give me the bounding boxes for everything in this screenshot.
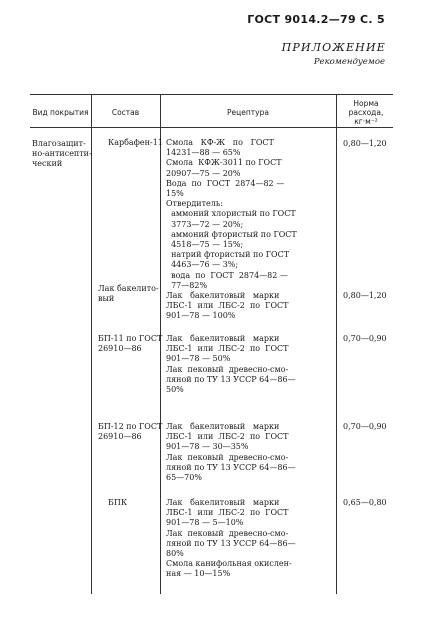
recipe-line: 15% [166,189,184,199]
recipe-cell [166,291,289,322]
header-bottom-rule [30,127,393,128]
recipe-line: 901—78 — 50% [166,354,231,364]
recipe-line: 901—78 — 5—10% [166,518,244,528]
recipe-line: ляной по ТУ 13 УССР 64—86— [166,374,296,384]
col-divider-1 [91,94,92,594]
recipe-line: аммоний хлористый по ГОСТ [166,209,296,219]
composition-line: БП-11 по ГОСТ [98,334,163,343]
recipe-line: 80% [166,549,184,559]
recipe-line: аммоний фтористый по ГОСТ [166,229,297,239]
recipe-line: 77—82% [166,280,208,290]
composition-cell [98,334,162,354]
recipe-line: ЛБС-1 или ЛБС-2 по ГОСТ [166,508,289,518]
recipe-line: ная — 10—15% [166,569,231,579]
recipe-line: 50% [166,385,184,395]
composition-line: 26910—86 [98,344,142,354]
recipe-line: 901—78 — 100% [166,311,236,321]
recipe-line: 14231—88 — 65% [166,148,241,158]
coating-type-cell [32,139,90,170]
rate-value: 0,80—1,20 [343,139,387,148]
coating-type-line: ческий [32,159,63,169]
recipe-line: Смола канифольная окислен- [166,559,292,569]
rate-value: 0,70—0,90 [343,334,387,343]
recipe-cell [166,138,297,291]
recipe-line: Смола КФЖ-3011 по ГОСТ [166,158,282,168]
recipe-line: ЛБС-1 или ЛБС-2 по ГОСТ [166,301,289,311]
composition-cell [98,422,162,442]
rate-value: 0,70—0,90 [343,422,387,431]
composition-line: Карбафен-11 [108,138,163,147]
recipe-line: 20907—75 — 20% [166,168,241,178]
composition-cell [108,138,163,148]
composition-line: Лак бакелито- [98,284,159,293]
composition-line: 26910—86 [98,432,142,442]
recipe-line: ляной по ТУ 13 УССР 64—86— [166,462,296,472]
composition-line: БП-12 по ГОСТ [98,422,163,431]
recipe-line: Лак бакелитовый марки [166,291,280,300]
recipe-line: 3773—72 — 20%; [166,219,244,229]
appendix-subtitle: Рекомендуемое [313,57,385,67]
col-header-recipe: Рецептура [227,108,269,117]
recipe-line: ЛБС-1 или ЛБС-2 по ГОСТ [166,344,289,354]
recipe-line: Лак бакелитовый марки [166,422,280,431]
recipe-line: Смола КФ-Ж по ГОСТ [166,138,274,147]
composition-cell [108,498,127,508]
composition-line: вый [98,294,115,304]
recipe-line: Лак пековый древесно-смо- [166,364,289,374]
recipe-cell [166,498,296,580]
recipe-line: ляной по ТУ 13 УССР 64—86— [166,538,296,548]
composition-line: БПК [108,498,128,507]
col-divider-3 [336,94,337,594]
recipe-line: 65—70% [166,473,202,483]
recipe-line: Лак пековый древесно-смо- [166,528,289,538]
table-top-rule [30,94,393,95]
appendix-title: ПРИЛОЖЕНИЕ [281,41,386,54]
recipe-line: вода по ГОСТ 2874—82 — [166,270,288,280]
recipe-table [30,94,393,594]
recipe-line: ЛБС-1 или ЛБС-2 по ГОСТ [166,432,289,442]
recipe-line: Лак бакелитовый марки [166,334,280,343]
standard-reference: ГОСТ 9014.2—79 С. 5 [247,13,385,26]
recipe-line: Отвердитель: [166,199,223,209]
recipe-line: Лак бакелитовый марки [166,498,280,507]
rate-value: 0,80—1,20 [343,291,387,300]
composition-cell [98,284,159,304]
coating-type-line: Влагозащит- [32,139,86,148]
recipe-line: натрий фтористый по ГОСТ [166,250,290,260]
recipe-cell [166,334,296,395]
recipe-cell [166,422,296,483]
recipe-line: 4463—76 — 3%; [166,260,239,270]
col-header-composition: Состав [111,108,140,117]
col-header-coating: Вид покрытия [32,108,89,117]
coating-type-line: но-антисепти- [32,149,92,159]
recipe-line: Лак пековый древесно-смо- [166,452,289,462]
recipe-line: Вода по ГОСТ 2874—82 — [166,178,285,188]
col-header-rate: Норма расхода, кг·м⁻² [348,99,384,126]
recipe-line: 901—78 — 30—35% [166,442,249,452]
rate-value: 0,65—0,80 [343,498,387,507]
recipe-line: 4518—75 — 15%; [166,240,244,250]
